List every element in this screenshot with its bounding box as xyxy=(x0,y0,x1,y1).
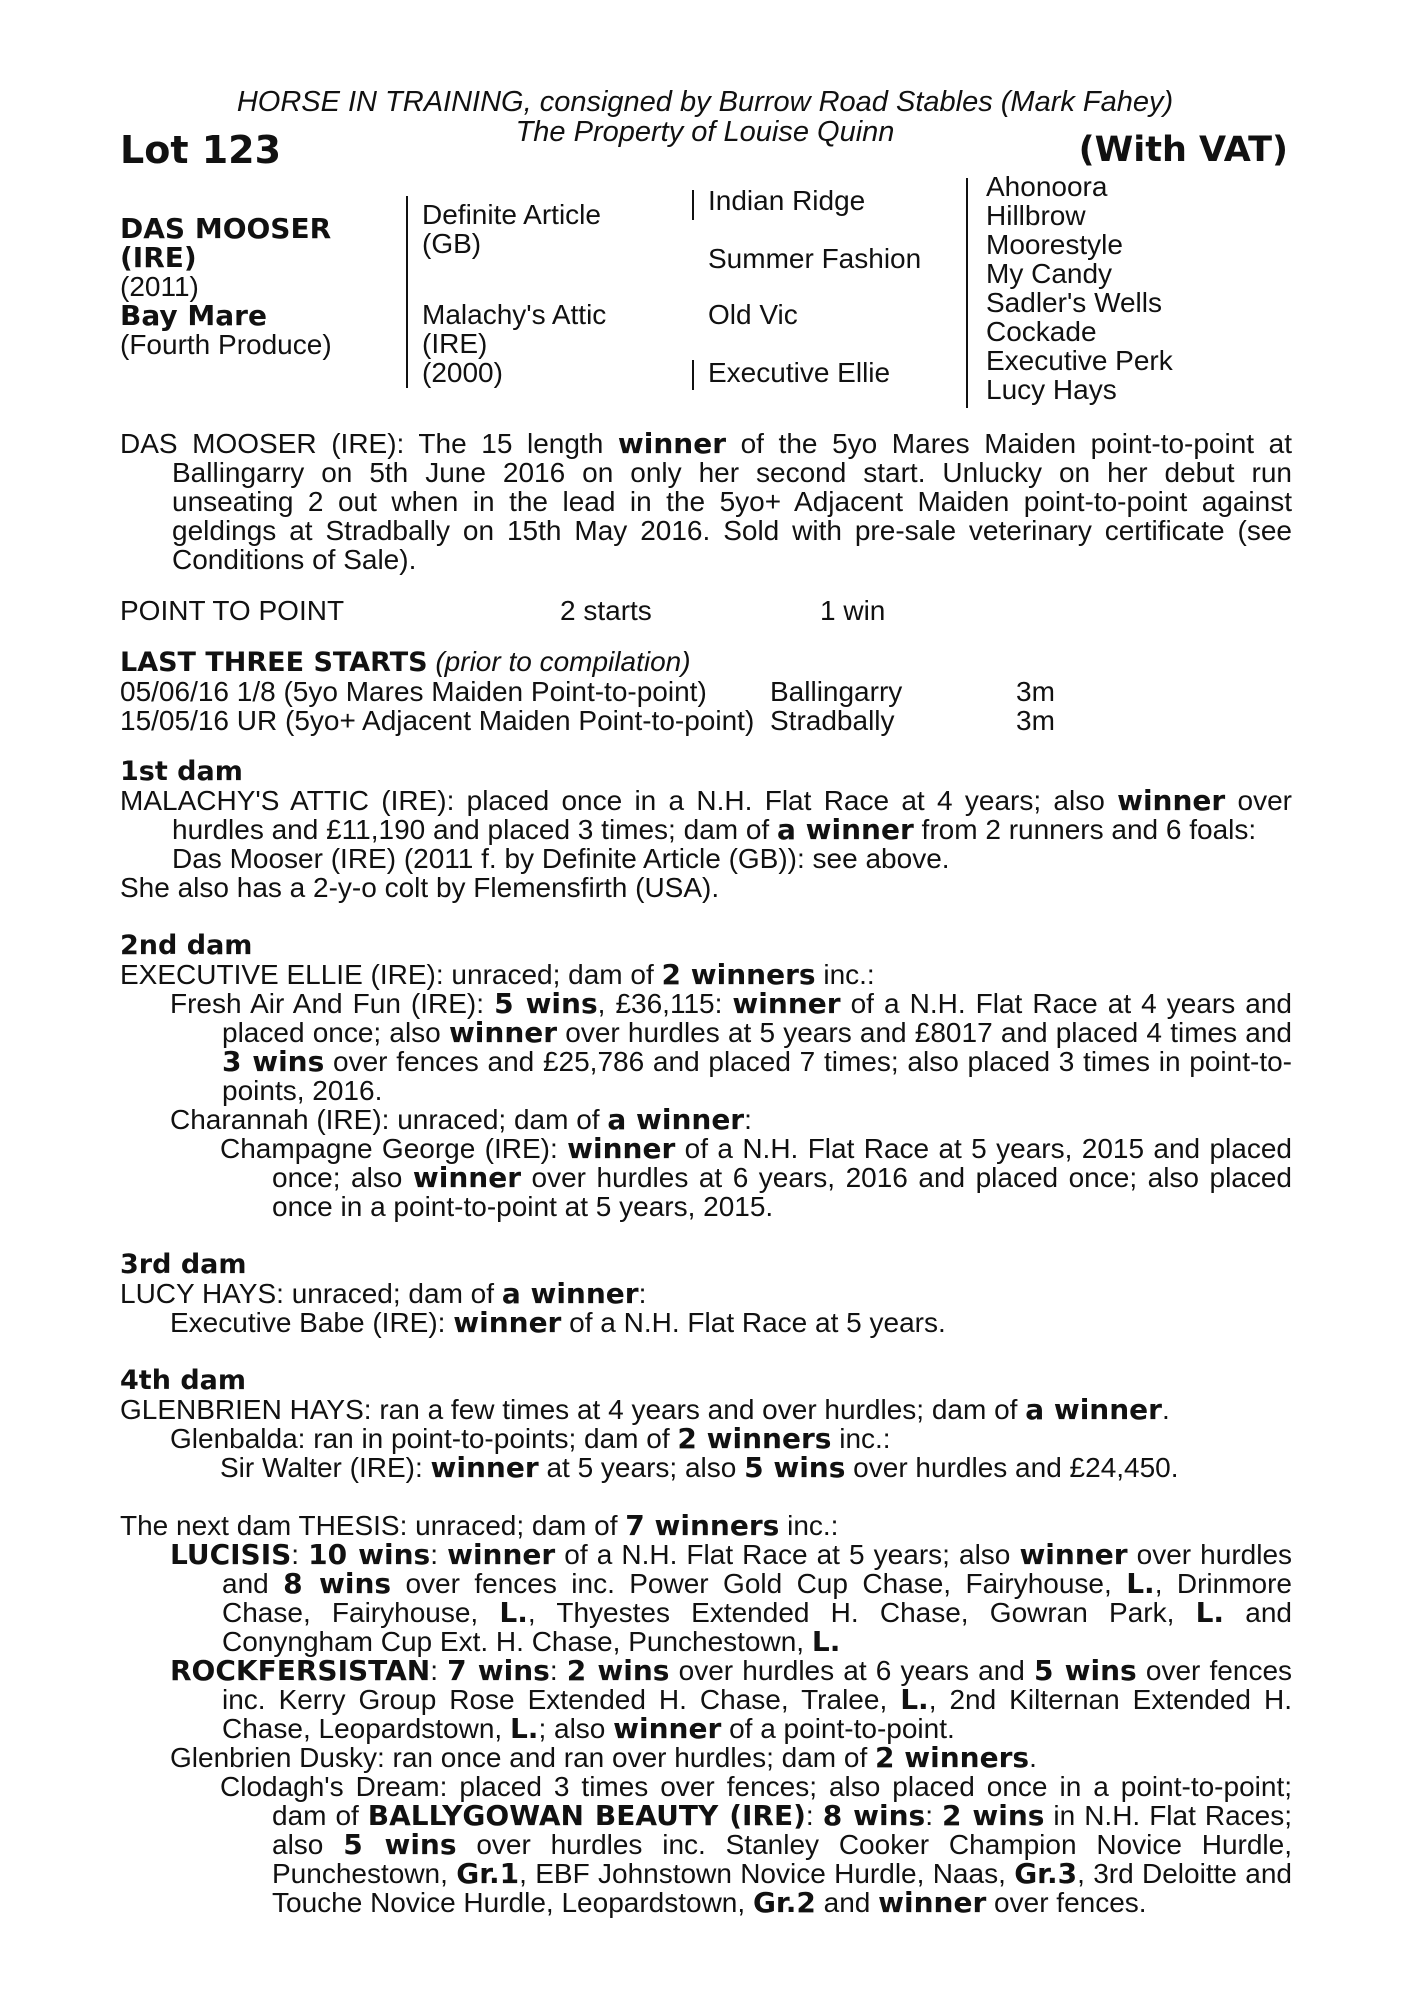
pedigree-divider xyxy=(406,196,408,388)
emphasis: L. xyxy=(900,1683,929,1716)
emphasis: 2 winners xyxy=(677,1422,832,1455)
third-dam-section xyxy=(120,1250,1292,1337)
last-starts-section xyxy=(120,647,1292,735)
emphasis: a winner xyxy=(501,1277,639,1310)
horse-produce: (Fourth Produce) xyxy=(120,329,332,360)
dam-country: (IRE) xyxy=(422,328,488,359)
horse-country: (IRE) xyxy=(120,241,197,274)
gen2-item: Indian Ridge xyxy=(708,185,866,216)
gen2-item: Old Vic xyxy=(708,299,798,330)
emphasis: L. xyxy=(811,1625,841,1658)
gen3-list xyxy=(986,172,1173,404)
emphasis: 2 winners xyxy=(661,958,816,991)
gen3-item: Executive Perk xyxy=(986,345,1173,376)
last-starts-note: (prior to compilation) xyxy=(435,646,691,677)
dam-paragraph: Das Mooser (IRE) (2011 f. by Definite Article (GB)): see above. xyxy=(172,843,950,874)
emphasis: 5 wins xyxy=(494,987,598,1020)
sire-info xyxy=(422,200,601,258)
section-title: 4th dam xyxy=(120,1365,246,1396)
dam-paragraph: EXECUTIVE ELLIE (IRE): unraced; dam of 2 winners inc.: xyxy=(120,958,875,991)
start-row xyxy=(120,677,1292,706)
record-starts: 2 starts xyxy=(560,595,652,626)
horse-name: DAS MOOSER xyxy=(120,212,332,245)
emphasis: Gr.3 xyxy=(1014,1857,1078,1890)
dam-paragraph: GLENBRIEN HAYS: ran a few times at 4 years and over hurdles; dam of a winner. xyxy=(120,1393,1170,1426)
dam-paragraph: MALACHY'S ATTIC (IRE): placed once in a N.H. Flat Race at 4 years; also winner over hurdles and £11,190 and placed 3 times; dam of a winner from 2 runners and 6 foals: xyxy=(120,784,1292,846)
dam-paragraph: Executive Babe (IRE): winner of a N.H. Flat Race at 5 years. xyxy=(170,1306,946,1339)
sire-country: (GB) xyxy=(422,228,482,259)
dam-paragraph: LUCY HAYS: unraced; dam of a winner: xyxy=(120,1277,647,1310)
start-race: 05/06/16 1/8 (5yo Mares Maiden Point-to-point) xyxy=(120,676,707,707)
emphasis: winner xyxy=(453,1306,562,1339)
emphasis: L. xyxy=(1126,1567,1155,1600)
dam-name: Malachy's Attic xyxy=(422,299,607,330)
gen2-item: Executive Ellie xyxy=(708,357,891,388)
record-label: POINT TO POINT xyxy=(120,595,345,626)
emphasis: winner xyxy=(430,1451,539,1484)
start-row xyxy=(120,706,1292,735)
gen3-item: Cockade xyxy=(986,316,1097,347)
start-course: Ballingarry xyxy=(770,676,903,707)
fourth-dam-section xyxy=(120,1366,1292,1482)
emphasis: winner xyxy=(732,987,841,1020)
emphasis: 8 wins xyxy=(822,1799,926,1832)
dam-paragraph: Charannah (IRE): unraced; dam of a winner: xyxy=(170,1103,752,1136)
gen3-item: Sadler's Wells xyxy=(986,287,1162,318)
vat-status: (With VAT) xyxy=(1078,130,1288,170)
emphasis: 7 winners xyxy=(625,1509,780,1542)
last-starts-title: LAST THREE STARTS xyxy=(120,647,428,678)
emphasis: winner xyxy=(447,1538,556,1571)
second-dam-section xyxy=(120,931,1292,1221)
emphasis: 2 wins xyxy=(941,1799,1045,1832)
first-dam-section xyxy=(120,757,1292,902)
gen2-item: Summer Fashion xyxy=(708,243,922,274)
catalogue-body xyxy=(120,429,1292,1917)
start-course: Stradbally xyxy=(770,705,895,736)
gen3-item: Hillbrow xyxy=(986,200,1086,231)
emphasis: a winner xyxy=(607,1103,745,1136)
dam-paragraph: She also has a 2-y-o colt by Flemensfirth (USA). xyxy=(120,872,720,903)
emphasis: LUCISIS xyxy=(170,1538,292,1571)
horse-summary: DAS MOOSER (IRE): The 15 length winner of the 5yo Mares Maiden point-to-point at Ballingarry on 5th June 2016 on only her second start. Unlucky on her debut run unseating 2 out when in the lead in the 5yo+ Adjacent Maiden point-to-point against geldings at Stradbally on 15th May 2016. Sold with pre-sale veterinary certificate (see Conditions of Sale). xyxy=(120,427,1292,575)
dam-paragraph: Glenbrien Dusky: ran once and ran over hurdles; dam of 2 winners. xyxy=(170,1741,1037,1774)
emphasis: L. xyxy=(499,1596,528,1629)
emphasis: a winner xyxy=(777,813,914,846)
emphasis: 5 wins xyxy=(744,1451,846,1484)
emphasis: winner xyxy=(613,1712,722,1745)
emphasis: a winner xyxy=(1025,1393,1162,1426)
horse-info xyxy=(120,214,332,359)
dam-paragraph: Sir Walter (IRE): winner at 5 years; also 5 wins over hurdles and £24,450. xyxy=(220,1451,1179,1484)
dam-paragraph: Fresh Air And Fun (IRE): 5 wins, £36,115: winner of a N.H. Flat Race at 4 years and placed once; also winner over hurdles at 5 years and £8017 and placed 4 times and 3 wins over fences and £25,786 and placed 7 times; also placed 3 times in point-to-points, 2016. xyxy=(170,987,1293,1106)
horse-year: (2011) xyxy=(120,271,199,302)
emphasis: 5 wins xyxy=(343,1828,457,1861)
emphasis: L. xyxy=(509,1712,539,1745)
emphasis: winner xyxy=(412,1161,522,1194)
section-title: 2nd dam xyxy=(120,930,253,961)
dam-paragraph: The next dam THESIS: unraced; dam of 7 winners inc.: xyxy=(120,1509,839,1542)
property-line: The Property of Louise Quinn xyxy=(515,116,895,148)
pedigree-divider xyxy=(966,178,968,408)
horse-sex: Bay Mare xyxy=(120,299,267,332)
dam-paragraph: Clodagh's Dream: placed 3 times over fences; also placed once in a point-to-point; dam of BALLYGOWAN BEAUTY (IRE): 8 wins: 2 wins in N.H. Flat Races; also 5 wins over hurdles inc. Stanley Cooker Champion Novice Hurdle, Punchestown, Gr.1, EBF Johnstown Novice Hurdle, Naas, Gr.3, 3rd Deloitte and Touche Novice Hurdle, Leopardstown, Gr.2 and winner over fences. xyxy=(220,1771,1292,1919)
start-distance: 3m xyxy=(1016,705,1055,736)
record-row xyxy=(120,596,1292,625)
emphasis: BALLYGOWAN BEAUTY (IRE) xyxy=(367,1799,806,1832)
gen3-item: My Candy xyxy=(986,258,1113,289)
dam-paragraph: ROCKFERSISTAN: 7 wins: 2 wins over hurdles at 6 years and 5 wins over fences inc. Kerry Group Rose Extended H. Chase, Tralee, L., 2nd Kilternan Extended H. Chase, Leopardstown, L.; also winner of a point-to-point. xyxy=(170,1654,1293,1745)
dam-paragraph: Glenbalda: ran in point-to-points; dam of 2 winners inc.: xyxy=(170,1422,891,1455)
emphasis: winner xyxy=(617,427,727,460)
emphasis: Gr.2 xyxy=(752,1886,816,1919)
dam-year: (2000) xyxy=(422,357,503,388)
emphasis: winner xyxy=(567,1132,676,1165)
consignor-line: HORSE IN TRAINING, consigned by Burrow Road Stables (Mark Fahey) xyxy=(236,86,1174,118)
emphasis: winner xyxy=(1117,784,1226,817)
emphasis: 5 wins xyxy=(1034,1654,1137,1687)
sire-name: Definite Article xyxy=(422,199,601,230)
emphasis: 8 wins xyxy=(283,1567,392,1600)
emphasis: 10 wins xyxy=(308,1538,431,1571)
gen3-item: Lucy Hays xyxy=(986,374,1117,405)
emphasis: L. xyxy=(1195,1596,1225,1629)
emphasis: 3 wins xyxy=(222,1045,325,1078)
emphasis: winner xyxy=(448,1016,558,1049)
emphasis: Gr.1 xyxy=(456,1857,520,1890)
dam-info xyxy=(422,300,606,387)
gen3-item: Moorestyle xyxy=(986,229,1123,260)
gen3-item: Ahonoora xyxy=(986,171,1108,202)
start-distance: 3m xyxy=(1016,676,1055,707)
next-dam-section xyxy=(120,1511,1292,1917)
emphasis: 7 wins xyxy=(447,1654,550,1687)
record-wins: 1 win xyxy=(820,595,886,626)
lot-number: Lot 123 xyxy=(120,128,282,172)
start-race: 15/05/16 UR (5yo+ Adjacent Maiden Point-to-point) xyxy=(120,705,755,736)
pedigree-divider xyxy=(692,360,694,390)
dam-paragraph: Champagne George (IRE): winner of a N.H. Flat Race at 5 years, 2015 and placed once; also winner over hurdles at 6 years, 2016 and placed once; also placed once in a point-to-point at 5 years, 2015. xyxy=(220,1132,1293,1222)
emphasis: winner xyxy=(878,1886,987,1919)
dam-paragraph: LUCISIS: 10 wins: winner of a N.H. Flat Race at 5 years; also winner over hurdles and 8 wins over fences inc. Power Gold Cup Chase, Fairyhouse, L., Drinmore Chase, Fairyhouse, L., Thyestes Extended H. Chase, Gowran Park, L. and Conyngham Cup Ext. H. Chase, Punchestown, L. xyxy=(170,1538,1293,1658)
emphasis: winner xyxy=(1019,1538,1128,1571)
emphasis: 2 wins xyxy=(566,1654,670,1687)
emphasis: ROCKFERSISTAN xyxy=(170,1654,431,1687)
section-title: 1st dam xyxy=(120,756,243,787)
section-title: 3rd dam xyxy=(120,1249,247,1280)
emphasis: 2 winners xyxy=(875,1741,1030,1774)
pedigree-divider xyxy=(692,190,694,220)
